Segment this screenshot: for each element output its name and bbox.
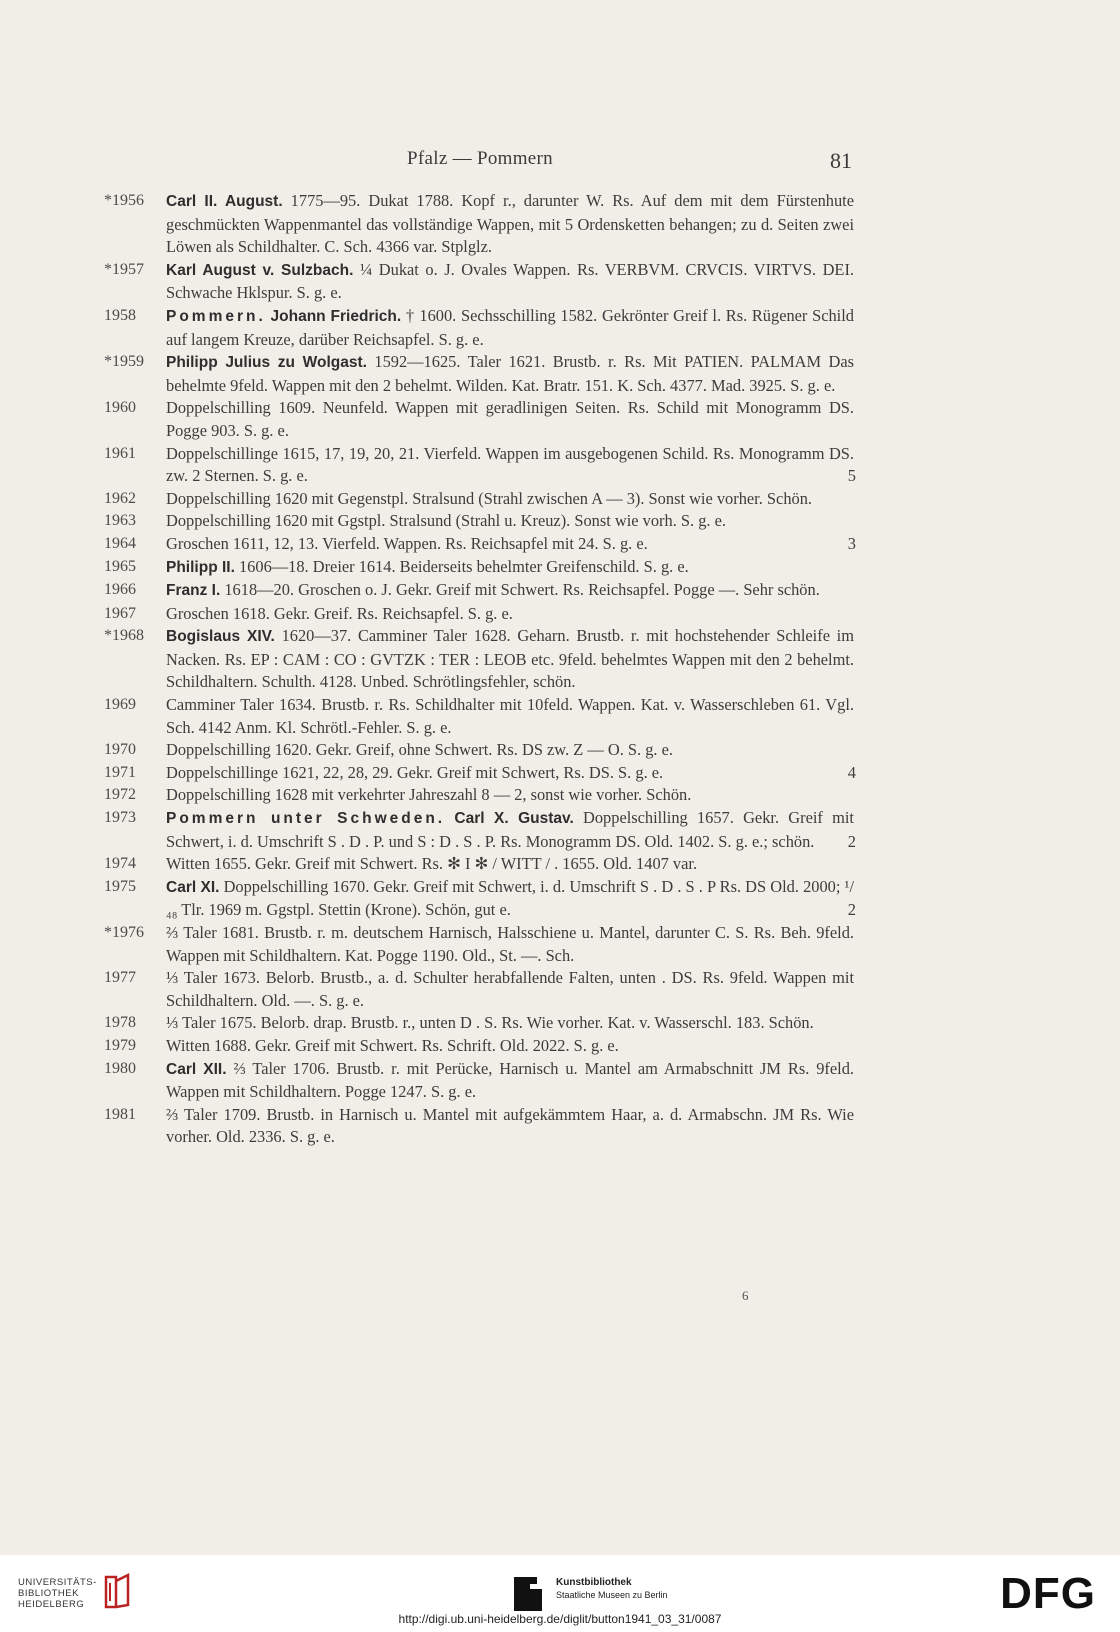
entry-text: [166, 1104, 854, 1149]
entry-description: 1618—20. Groschen o. J. Gekr. Greif mit Schwert. Rs. Reichsapfel. Pogge —. Sehr schön.: [220, 580, 820, 600]
entry-description: 1775—95. Dukat 1788. Kopf r., darunter W. Rs. Auf dem mit dem Fürstenhute geschmückten Wappenmantel das vollständige Wappen, mit 5 Ordensketten behangen; zu d. Seiten zwei Löwen als Schildhalter. C. Sch. 4366 var. Stplglz.: [166, 191, 855, 257]
ruler-name: Bogislaus XIV.: [166, 628, 275, 646]
entry-text: [166, 351, 854, 397]
catalog-entry: [0, 853, 1120, 876]
entry-text: [166, 259, 854, 305]
entry-description: 1620—37. Camminer Taler 1628. Geharn. Brustb. r. mit hochstehender Schleife im Nacken. Rs. EP : CAM : CO : GVTZK : TER : LEOB etc. 9feld. behelmtes Wappen mit den 2 behelmt. Schildhaltern. Schulth. 4128. Unbed. Schrötlingsfehler, schön.: [166, 626, 854, 692]
entry-number: 1973: [104, 809, 136, 827]
catalog-entry: [0, 510, 1120, 533]
running-title: Pfalz — Pommern: [407, 148, 553, 169]
catalog-entry: [0, 351, 1120, 397]
entry-number: 1964: [104, 534, 136, 552]
signature-mark: 6: [742, 1288, 749, 1303]
lot-quantity: 5: [847, 466, 856, 486]
ruler-name: Philipp II.: [166, 558, 235, 576]
entry-text: [166, 762, 854, 785]
entry-text: [166, 556, 854, 580]
entry-description: Witten 1655. Gekr. Greif mit Schwert. Rs. ✻ I ✻ / WITT / . 1655. Old. 1407 var.: [166, 854, 698, 874]
entry-text: [166, 510, 854, 533]
entry-text: [166, 784, 854, 807]
entry-text: [166, 1058, 854, 1104]
library-name: [18, 1577, 97, 1610]
entry-description: Doppelschilling 1670. Gekr. Greif mit Schwert, i. d. Umschrift S . D . S . P Rs. DS Old. 2000; ¹/₄₈ Tlr. 1969 m. Ggstpl. Stettin (Krone). Schön, gut e.: [166, 876, 854, 920]
entry-number: 1979: [104, 1036, 136, 1054]
entry-text: [166, 625, 854, 694]
entry-number: 1969: [104, 696, 136, 714]
entry-number: 1975: [104, 877, 136, 895]
ruler-name: Carl XI.: [166, 878, 220, 896]
catalog-entry: [0, 190, 1120, 259]
entry-description: Witten 1688. Gekr. Greif mit Schwert. Rs. Schrift. Old. 2022. S. g. e.: [166, 1035, 619, 1055]
entry-number: 1958: [104, 306, 136, 324]
entry-number: 1974: [104, 855, 136, 873]
entry-text: [166, 807, 854, 853]
entry-number: 1966: [104, 581, 136, 599]
entry-description: Groschen 1618. Gekr. Greif. Rs. Reichsapfel. S. g. e.: [166, 603, 513, 623]
entry-text: [166, 603, 854, 626]
entry-description: ⅔ Taler 1706. Brustb. r. mit Perücke, Harnisch u. Mantel am Armabschnitt JM Rs. 9feld. Wappen mit Schildhaltern. Pogge 1247. S. g. e.: [166, 1058, 854, 1102]
entry-description: Doppelschilling 1609. Neunfeld. Wappen mit geradlinigen Seiten. Rs. Schild mit Monogramm DS. Pogge 903. S. g. e.: [166, 398, 854, 440]
entry-description: Groschen 1611, 12, 13. Vierfeld. Wappen. Rs. Reichsapfel mit 24. S. g. e.: [166, 533, 648, 553]
entry-description: Doppelschilling 1620. Gekr. Greif, ohne Schwert. Rs. DS zw. Z — O. S. g. e.: [166, 740, 673, 760]
entry-number: 1972: [104, 786, 136, 804]
ruler-name: Carl X. Gustav.: [454, 810, 574, 828]
entry-description: ¼ Dukat o. J. Ovales Wappen. Rs. VERBVM. CRVCIS. VIRTVS. DEI. Schwache Hklspur. S. g. e.: [166, 259, 855, 303]
entry-text: [166, 579, 854, 603]
catalog-entry: [0, 603, 1120, 626]
catalog-entry: [0, 488, 1120, 511]
entry-description: Doppelschilling 1620 mit Ggstpl. Stralsund (Strahl u. Kreuz). Sonst wie vorh. S. g. e.: [166, 511, 726, 531]
entry-number: *1968: [104, 627, 144, 645]
entry-description: Doppelschilling 1657. Gekr. Greif mit Schwert, i. d. Umschrift S . D . P. und S : D . S . P. Rs. Monogramm DS. Old. 1402. S. g. e.; schön.: [166, 808, 854, 851]
entry-description: Doppelschillinge 1615, 17, 19, 20, 21. Vierfeld. Wappen im ausgebogenen Schild. Rs. Monogramm DS. zw. 2 Sternen. S. g. e.: [166, 443, 854, 486]
entry-number: 1967: [104, 604, 136, 622]
entry-number: 1980: [104, 1059, 136, 1077]
catalog-entry: [0, 579, 1120, 603]
entry-description: Doppelschilling 1628 mit verkehrter Jahreszahl 8 — 2, sonst wie vorher. Schön.: [166, 785, 692, 805]
catalog-entry: [0, 625, 1120, 694]
entry-description: Doppelschillinge 1621, 22, 28, 29. Gekr. Greif mit Schwert, Rs. DS. S. g. e.: [166, 762, 664, 782]
catalog-entry: [0, 1058, 1120, 1104]
entry-number: *1976: [104, 924, 144, 941]
entry-description: 1592—1625. Taler 1621. Brustb. r. Rs. Mit PATIEN. PALMAM Das behelmte 9feld. Wappen mit den 2 behelmt. Wilden. Kat. Bratr. 151. K. Sch. 4377. Mad. 3925. S. g. e.: [166, 352, 854, 395]
entry-text: [166, 922, 854, 967]
entry-description: ⅓ Taler 1675. Belorb. drap. Brustb. r., unten D . S. Rs. Wie vorher. Kat. v. Wasserschl. 183. Schön.: [166, 1013, 814, 1033]
kunstbibliothek-subtitle: Staatliche Museen zu Berlin: [556, 1590, 668, 1600]
ruler-name: Carl II. August.: [166, 193, 283, 210]
entry-text: [166, 739, 854, 762]
region-heading: Pommern unter Schweden.: [166, 810, 446, 828]
entry-number: 1977: [104, 969, 136, 987]
entry-description: [445, 808, 454, 827]
catalog-entry: [0, 443, 1120, 488]
ruler-name: Carl XII.: [166, 1060, 227, 1078]
entry-number: 1971: [104, 763, 136, 781]
entry-text: [166, 694, 854, 739]
entry-description: 1606—18. Dreier 1614. Beiderseits behelmter Greifenschild. S. g. e.: [234, 556, 689, 576]
entry-number: *1957: [104, 260, 144, 278]
footer-bar: [0, 1555, 1120, 1632]
entry-number: *1959: [104, 353, 144, 371]
catalog-entry: [0, 762, 1120, 785]
entry-text: [166, 397, 854, 442]
catalog-entry: [0, 1012, 1120, 1035]
region-heading: Pommern.: [166, 307, 266, 325]
ruler-name: Franz I.: [166, 582, 221, 600]
catalog-entry: [0, 876, 1120, 922]
library-line: UNIVERSITÄTS-: [18, 1577, 97, 1588]
lot-quantity: 3: [847, 533, 856, 553]
entry-number: 1962: [104, 489, 136, 507]
catalog-entry: [0, 533, 1120, 556]
entry-text: [166, 876, 854, 922]
entry-number: 1970: [104, 741, 136, 759]
catalog-entry: [0, 397, 1120, 442]
catalog-entry: [0, 694, 1120, 739]
page-header: [0, 144, 1120, 178]
lot-quantity: 4: [847, 762, 856, 782]
entry-text: [166, 853, 854, 876]
entry-text: [166, 1035, 854, 1058]
kunstbibliothek-label: [556, 1577, 668, 1600]
ruler-name: Johann Friedrich.: [270, 307, 402, 325]
kunstbibliothek-name: Kunstbibliothek: [556, 1577, 632, 1588]
library-line: BIBLIOTHEK: [18, 1588, 79, 1599]
entry-number: 1965: [104, 557, 136, 575]
catalog-entry: [0, 556, 1120, 580]
entry-number: 1961: [104, 444, 136, 462]
catalog-entry: [0, 1035, 1120, 1058]
entry-number: 1981: [104, 1105, 136, 1123]
entry-number: *1956: [104, 192, 144, 209]
entry-text: [166, 443, 854, 488]
catalog-entry: [0, 259, 1120, 305]
page-number: 81: [830, 148, 852, 173]
entry-description: Doppelschilling 1620 mit Gegenstpl. Stralsund (Strahl zwischen A — 3). Sonst wie vorher. Schön.: [166, 488, 813, 508]
entry-text: [166, 190, 854, 259]
entry-description: † 1600. Sechsschilling 1582. Gekrönter Greif l. Rs. Rügener Schild auf langem Kreuze, darüber Reichsapfel. S. g. e.: [166, 305, 854, 349]
ub-logo-icon: [100, 1573, 134, 1611]
catalog-entry: [0, 305, 1120, 351]
library-line: HEIDELBERG: [18, 1599, 85, 1610]
entry-description: ⅔ Taler 1709. Brustb. in Harnisch u. Mantel mit aufgekämmtem Haar, a. d. Armabschn. JM Rs. Wie vorher. Old. 2336. S. g. e.: [166, 1104, 854, 1147]
entry-number: 1963: [104, 512, 136, 530]
entry-text: [166, 488, 854, 511]
entry-text: [166, 1012, 854, 1035]
catalog-entry: [0, 967, 1120, 1012]
catalog-entry: [0, 1104, 1120, 1149]
catalog-entry: [0, 784, 1120, 807]
catalog-entry: [0, 922, 1120, 967]
entry-text: [166, 533, 854, 556]
entry-description: Camminer Taler 1634. Brustb. r. Rs. Schildhalter mit 10feld. Wappen. Kat. v. Wasserschleben 61. Vgl. Sch. 4142 Anm. Kl. Schrötl.-Fehler. S. g. e.: [166, 695, 854, 737]
kunstbibliothek-logo-icon: [512, 1575, 546, 1613]
source-url[interactable]: http://digi.ub.uni-heidelberg.de/diglit/button1941_03_31/0087: [398, 1612, 722, 1626]
entry-number: 1960: [104, 399, 136, 417]
lot-quantity: 2: [847, 900, 856, 920]
entry-number: 1978: [104, 1014, 136, 1032]
entry-description: ⅔ Taler 1681. Brustb. r. m. deutschem Harnisch, Halsschiene u. Mantel, darunter C. S. Rs. Beh. 9feld. Wappen mit Schildhaltern. Kat. Pogge 1190. Old., St. —. Sch.: [166, 923, 854, 965]
ruler-name: Philipp Julius zu Wolgast.: [166, 354, 367, 372]
ruler-name: Karl August v. Sulzbach.: [166, 261, 354, 279]
catalog-entry: [0, 739, 1120, 762]
entry-description: ⅓ Taler 1673. Belorb. Brustb., a. d. Schulter herabfallende Falten, unten . DS. Rs. 9feld. Wappen mit Schildhaltern. Old. —. S. g. e.: [166, 968, 854, 1010]
lot-quantity: 2: [847, 831, 856, 851]
catalog-entry: [0, 807, 1120, 853]
dfg-logo: DFG: [1000, 1569, 1096, 1618]
catalog-entries: [0, 190, 1120, 1149]
entry-text: [166, 305, 854, 351]
entry-text: [166, 967, 854, 1012]
